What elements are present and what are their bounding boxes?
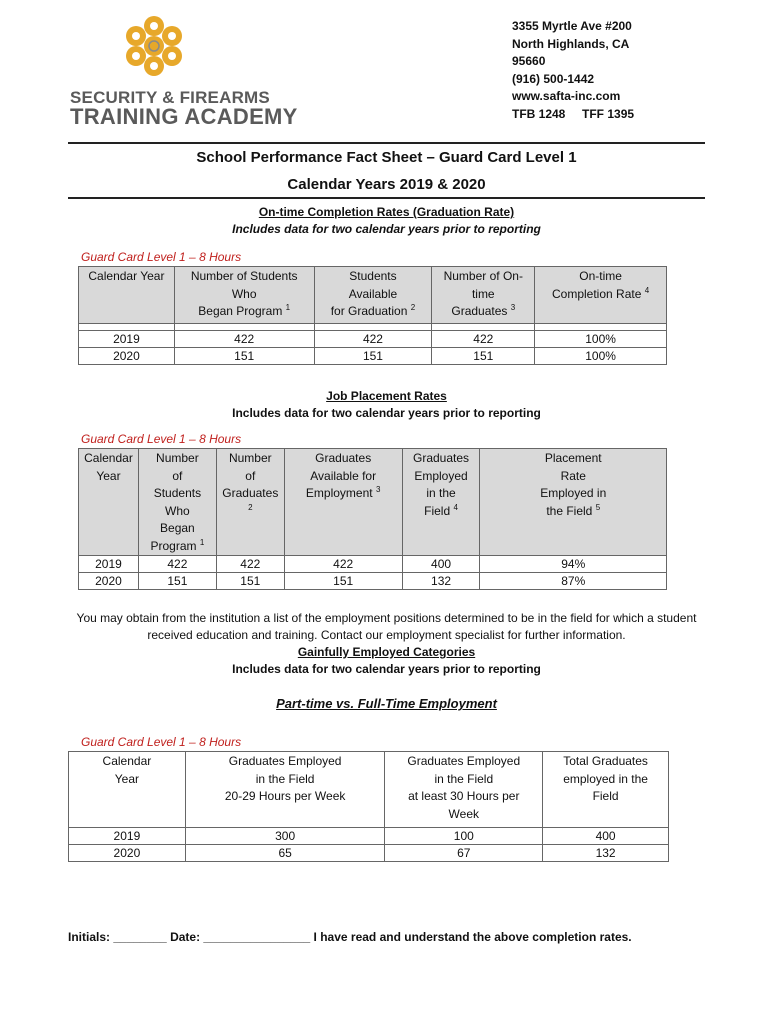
academy-logo	[122, 14, 186, 83]
header-fulltime: Graduates Employed in the Field at least 30 Hours per Week	[385, 752, 543, 828]
cell: 400	[402, 556, 480, 573]
cell: 422	[284, 556, 402, 573]
cell: 2019	[79, 556, 139, 573]
header-calendar-year: Calendar Year	[69, 752, 186, 828]
header-completion-rate: On-time Completion Rate $^4$	[535, 267, 667, 324]
cell: 151	[138, 573, 216, 590]
header-row	[69, 752, 669, 828]
section3-program-label: Guard Card Level 1 – 8 Hours	[81, 735, 242, 749]
spacer-row	[79, 324, 667, 331]
table-row	[79, 348, 667, 365]
cell: 65	[185, 845, 385, 862]
logo-line1: SECURITY & FIREARMS	[70, 88, 270, 107]
header-parttime: Graduates Employed in the Field 20-29 Hours per Week	[185, 752, 385, 828]
section1-program-label: Guard Card Level 1 – 8 Hours	[81, 250, 242, 264]
cell: 87%	[480, 573, 667, 590]
header-graduates-available: Graduates Available for Employment $^3$	[284, 449, 402, 556]
address-line: North Highlands, CA	[512, 36, 630, 51]
header-number-graduates: Number of Graduates $^2$	[216, 449, 284, 556]
cell: 422	[138, 556, 216, 573]
title-divider	[68, 197, 705, 199]
initials-field[interactable]: Initials: ________	[68, 930, 167, 944]
cell: 100%	[535, 331, 667, 348]
section1-heading: On-time Completion Rates (Graduation Rate)	[258, 205, 515, 219]
cell: 132	[543, 845, 669, 862]
employment-categories-table	[68, 751, 669, 862]
table-row	[69, 828, 669, 845]
header-row	[79, 267, 667, 324]
cell: 422	[174, 331, 314, 348]
section3-subtitle: Part-time vs. Full-Time Employment	[276, 696, 497, 711]
table-row	[79, 556, 667, 573]
cell: 100%	[535, 348, 667, 365]
section2-program-label: Guard Card Level 1 – 8 Hours	[81, 432, 242, 446]
section2-heading: Job Placement Rates	[326, 389, 447, 403]
cell: 67	[385, 845, 543, 862]
header-placement-rate: Placement Rate Employed in the Field $^5$	[480, 449, 667, 556]
website-link[interactable]: www.safta-inc.com	[512, 89, 621, 103]
date-field[interactable]: Date: ________________	[170, 930, 311, 944]
cell: 422	[432, 331, 535, 348]
header-ontime-graduates: Number of On- time Graduates $^3$	[432, 267, 535, 324]
header-total-graduates: Total Graduates employed in the Field	[543, 752, 669, 828]
address-block	[512, 18, 634, 123]
section2-subheading: Includes data for two calendar years prior to reporting	[232, 406, 541, 420]
cell: 151	[216, 573, 284, 590]
cell: 151	[174, 348, 314, 365]
cell: 2020	[69, 845, 186, 862]
table-row	[69, 845, 669, 862]
phone-number: (916) 500-1442	[512, 71, 595, 86]
header-calendar-year: Calendar Year	[79, 449, 139, 556]
license-numbers: TFB 1248 TFF 1395	[512, 106, 635, 121]
acknowledgement-line	[68, 930, 632, 944]
cell: 100	[385, 828, 543, 845]
address-line: 95660	[512, 54, 546, 68]
logo-line2: TRAINING ACADEMY	[70, 104, 298, 129]
cell: 422	[314, 331, 432, 348]
header-row	[79, 449, 667, 556]
cell: 151	[314, 348, 432, 365]
completion-rates-table	[78, 266, 667, 365]
cell: 2020	[79, 348, 175, 365]
job-placement-table	[78, 448, 667, 590]
header-students-began: Number of Students Who Began Program $^1$	[174, 267, 314, 324]
cell: 94%	[480, 556, 667, 573]
revolver-cylinder-icon	[122, 14, 186, 78]
info-paragraph: You may obtain from the institution a list of the employment positions determined to be in the field for which a student received education and training. Contact our employment specialist for further information.	[76, 611, 697, 642]
cell: 2019	[69, 828, 186, 845]
cell: 132	[402, 573, 480, 590]
cell: 151	[284, 573, 402, 590]
cell: 300	[185, 828, 385, 845]
header-calendar-year: Calendar Year	[79, 267, 175, 324]
section3-subheading: Includes data for two calendar years prior to reporting	[232, 662, 541, 676]
section3-heading: Gainfully Employed Categories	[297, 645, 476, 659]
table-row	[79, 573, 667, 590]
cell: 422	[216, 556, 284, 573]
section1-subheading: Includes data for two calendar years prior to reporting	[232, 222, 541, 236]
cell: 2019	[79, 331, 175, 348]
table-row	[79, 331, 667, 348]
header-graduates-employed: Graduates Employed in the Field $^4$	[402, 449, 480, 556]
page-title: School Performance Fact Sheet – Guard Card Level 1	[196, 149, 577, 166]
top-divider	[68, 142, 705, 144]
acknowledgement-statement: I have read and understand the above completion rates.	[313, 930, 632, 944]
page-subtitle: Calendar Years 2019 & 2020	[287, 176, 486, 193]
address-line: 3355 Myrtle Ave #200	[512, 19, 632, 33]
cell: 2020	[79, 573, 139, 590]
cell: 151	[432, 348, 535, 365]
header-students-began: Number of Students Who Began Program $^1$	[138, 449, 216, 556]
cell: 400	[543, 828, 669, 845]
header-students-available: Students Available for Graduation $^2$	[314, 267, 432, 324]
